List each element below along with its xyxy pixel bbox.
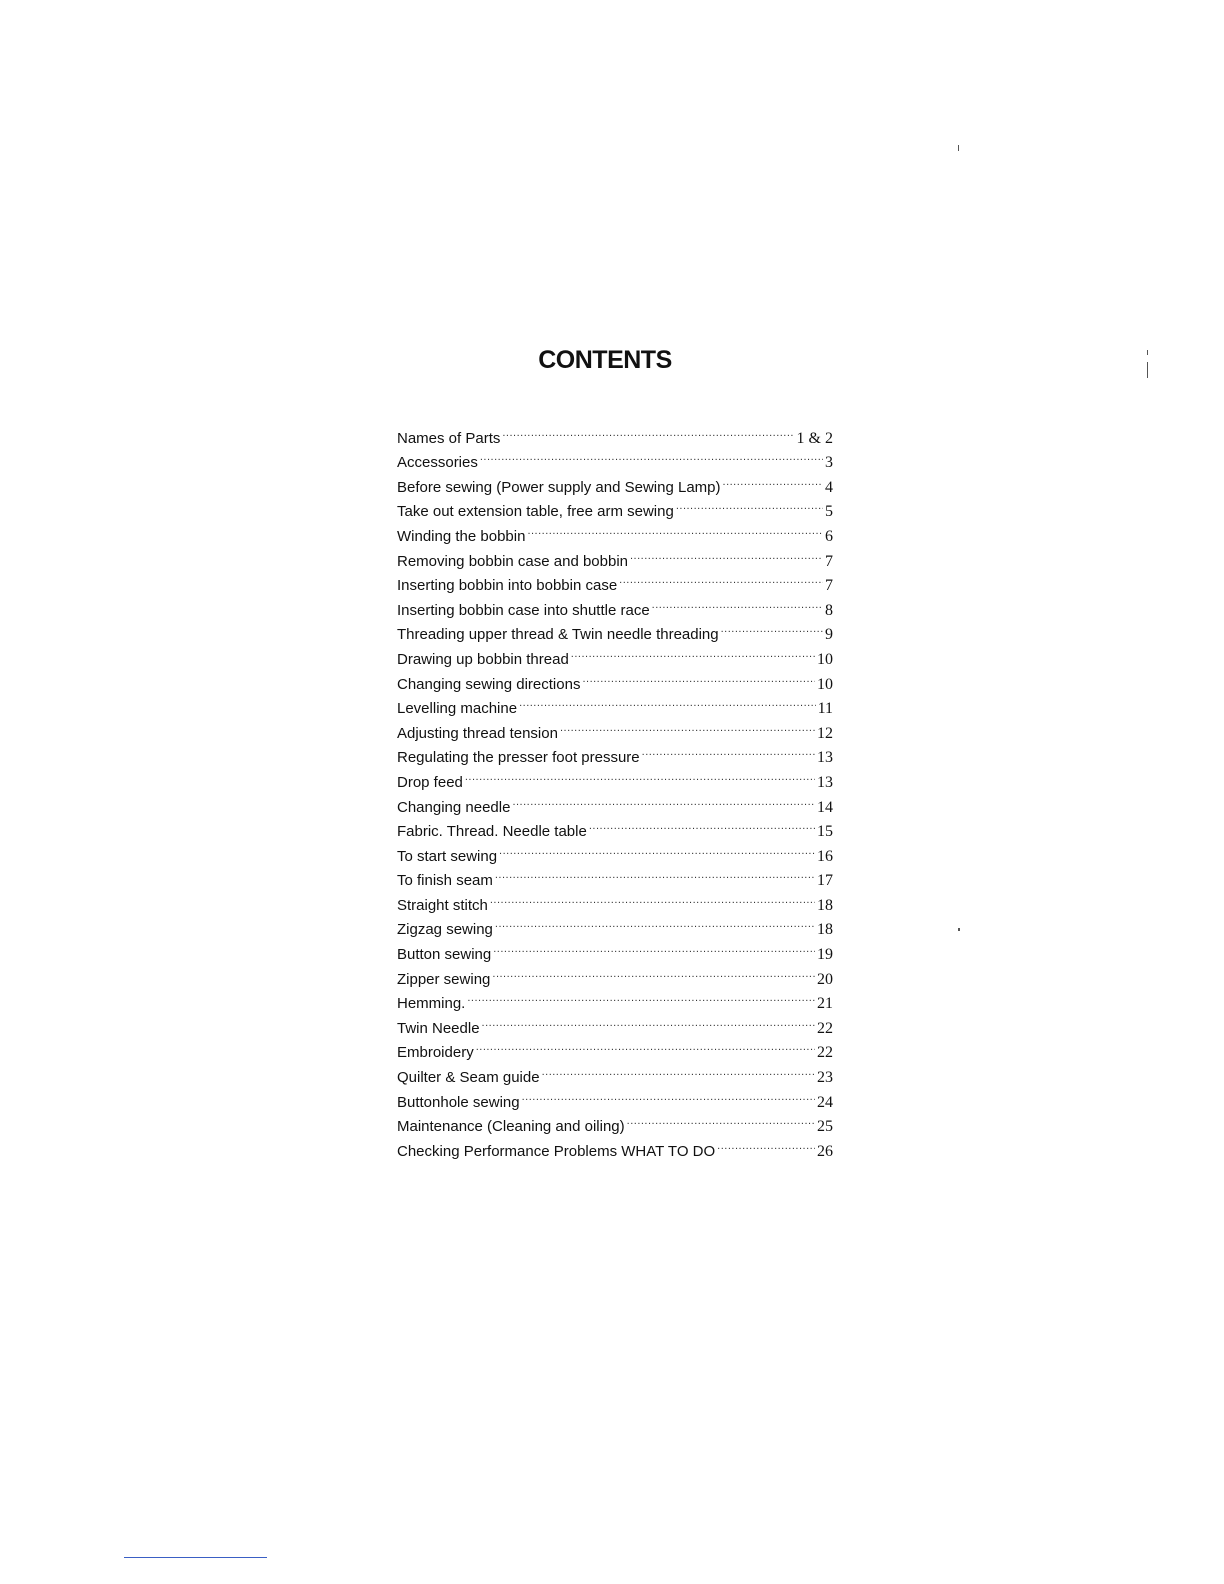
scan-mark [958,928,960,931]
toc-entry-label: Quilter & Seam guide [397,1069,540,1087]
toc-entry-page: 3 [825,454,833,472]
bottom-rule [124,1557,267,1558]
dot-leader [495,861,815,886]
toc-entry-page: 7 [825,577,833,595]
dot-leader [723,467,823,492]
dot-leader [527,516,823,541]
toc-entry-label: To start sewing [397,847,498,865]
toc-entry-label: Drawing up bobbin thread [397,650,569,668]
toc-entry-page: 6 [825,527,833,545]
toc-entry-label: Hemming. [397,995,466,1013]
toc-entry-page: 18 [817,921,833,939]
dot-leader [582,664,815,689]
toc-entry-page: 15 [817,823,833,841]
dot-leader [495,910,815,935]
toc-entry-page: 5 [825,503,833,521]
dot-leader [652,590,823,615]
toc-entry-label: Zigzag sewing [397,921,493,939]
toc-entry-label: Levelling machine [397,700,518,718]
toc-entry-label: Inserting bobbin case into shuttle race [397,601,650,619]
table-of-contents [397,418,833,1160]
toc-entry-label: Regulating the presser foot pressure [397,749,640,767]
scan-mark [958,145,959,151]
dot-leader [542,1057,815,1082]
toc-entry-page: 22 [817,1019,833,1037]
dot-leader [642,738,815,763]
toc-entry-label: Winding the bobbin [397,527,526,545]
dot-leader [721,615,823,640]
toc-entry-page: 13 [817,773,833,791]
toc-entry-label: Zipper sewing [397,970,491,988]
dot-leader [571,639,815,664]
toc-entry-page: 1 & 2 [796,429,833,447]
toc-entry-page: 9 [825,626,833,644]
toc-entry-label: Changing sewing directions [397,675,581,693]
toc-entry-label: Inserting bobbin into bobbin case [397,577,618,595]
dot-leader [676,492,823,517]
dot-leader [465,762,815,787]
toc-entry-page: 20 [817,970,833,988]
toc-entry-page: 26 [817,1142,833,1160]
dot-leader [502,418,794,443]
toc-entry-label: To finish seam [397,872,493,890]
dot-leader [627,1107,815,1132]
toc-entry-page: 14 [817,798,833,816]
toc-entry-label: Checking Performance Problems WHAT TO DO [397,1142,716,1160]
dot-leader [492,959,815,984]
dot-leader [467,984,815,1009]
dot-leader [480,443,823,468]
toc-entry-label: Twin Needle [397,1019,480,1037]
toc-entry-page: 7 [825,552,833,570]
toc-entry-label: Removing bobbin case and bobbin [397,552,628,570]
toc-entry-page: 24 [817,1093,833,1111]
toc-entry-page: 8 [825,601,833,619]
dot-leader [630,541,823,566]
dot-leader [512,787,815,812]
dot-leader [560,713,815,738]
toc-entry-page: 16 [817,847,833,865]
toc-entry-page: 11 [817,700,833,718]
toc-entry-label: Take out extension table, free arm sewing [397,503,674,521]
dot-leader [493,934,815,959]
page-title: CONTENTS [538,346,672,374]
dot-leader [589,812,815,837]
dot-leader [522,1082,815,1107]
toc-entry-label: Accessories [397,454,478,472]
toc-entry-label: Adjusting thread tension [397,724,558,742]
toc-entry-page: 22 [817,1044,833,1062]
toc-entry-page: 25 [817,1118,833,1136]
scan-mark [1147,350,1148,355]
toc-entry-page: 13 [817,749,833,767]
toc-entry-label: Drop feed [397,773,463,791]
toc-entry-page: 19 [817,946,833,964]
toc-entry-label: Before sewing (Power supply and Sewing Lamp) [397,478,721,496]
toc-entry-page: 23 [817,1069,833,1087]
toc-entry-page: 21 [817,995,833,1013]
toc-entry [397,418,833,447]
dot-leader [619,566,823,591]
dot-leader [519,689,816,714]
dot-leader [476,1033,815,1058]
dot-leader [490,885,815,910]
toc-entry-page: 4 [825,478,833,496]
toc-entry-page: 12 [817,724,833,742]
dot-leader [499,836,815,861]
toc-entry-label: Threading upper thread & Twin needle threading [397,626,719,644]
toc-entry-label: Embroidery [397,1044,474,1062]
toc-entry-label: Button sewing [397,946,492,964]
toc-entry-page: 18 [817,896,833,914]
toc-entry-label: Straight stitch [397,896,488,914]
toc-entry-label: Changing needle [397,798,511,816]
dot-leader [482,1008,815,1033]
toc-entry-page: 10 [817,675,833,693]
dot-leader [717,1131,815,1156]
toc-entry-label: Buttonhole sewing [397,1093,520,1111]
toc-entry-page: 17 [817,872,833,890]
scan-mark [1147,362,1148,378]
toc-entry-page: 10 [817,650,833,668]
toc-entry-label: Fabric. Thread. Needle table [397,823,587,841]
toc-entry-label: Names of Parts [397,429,501,447]
toc-entry-label: Maintenance (Cleaning and oiling) [397,1118,625,1136]
